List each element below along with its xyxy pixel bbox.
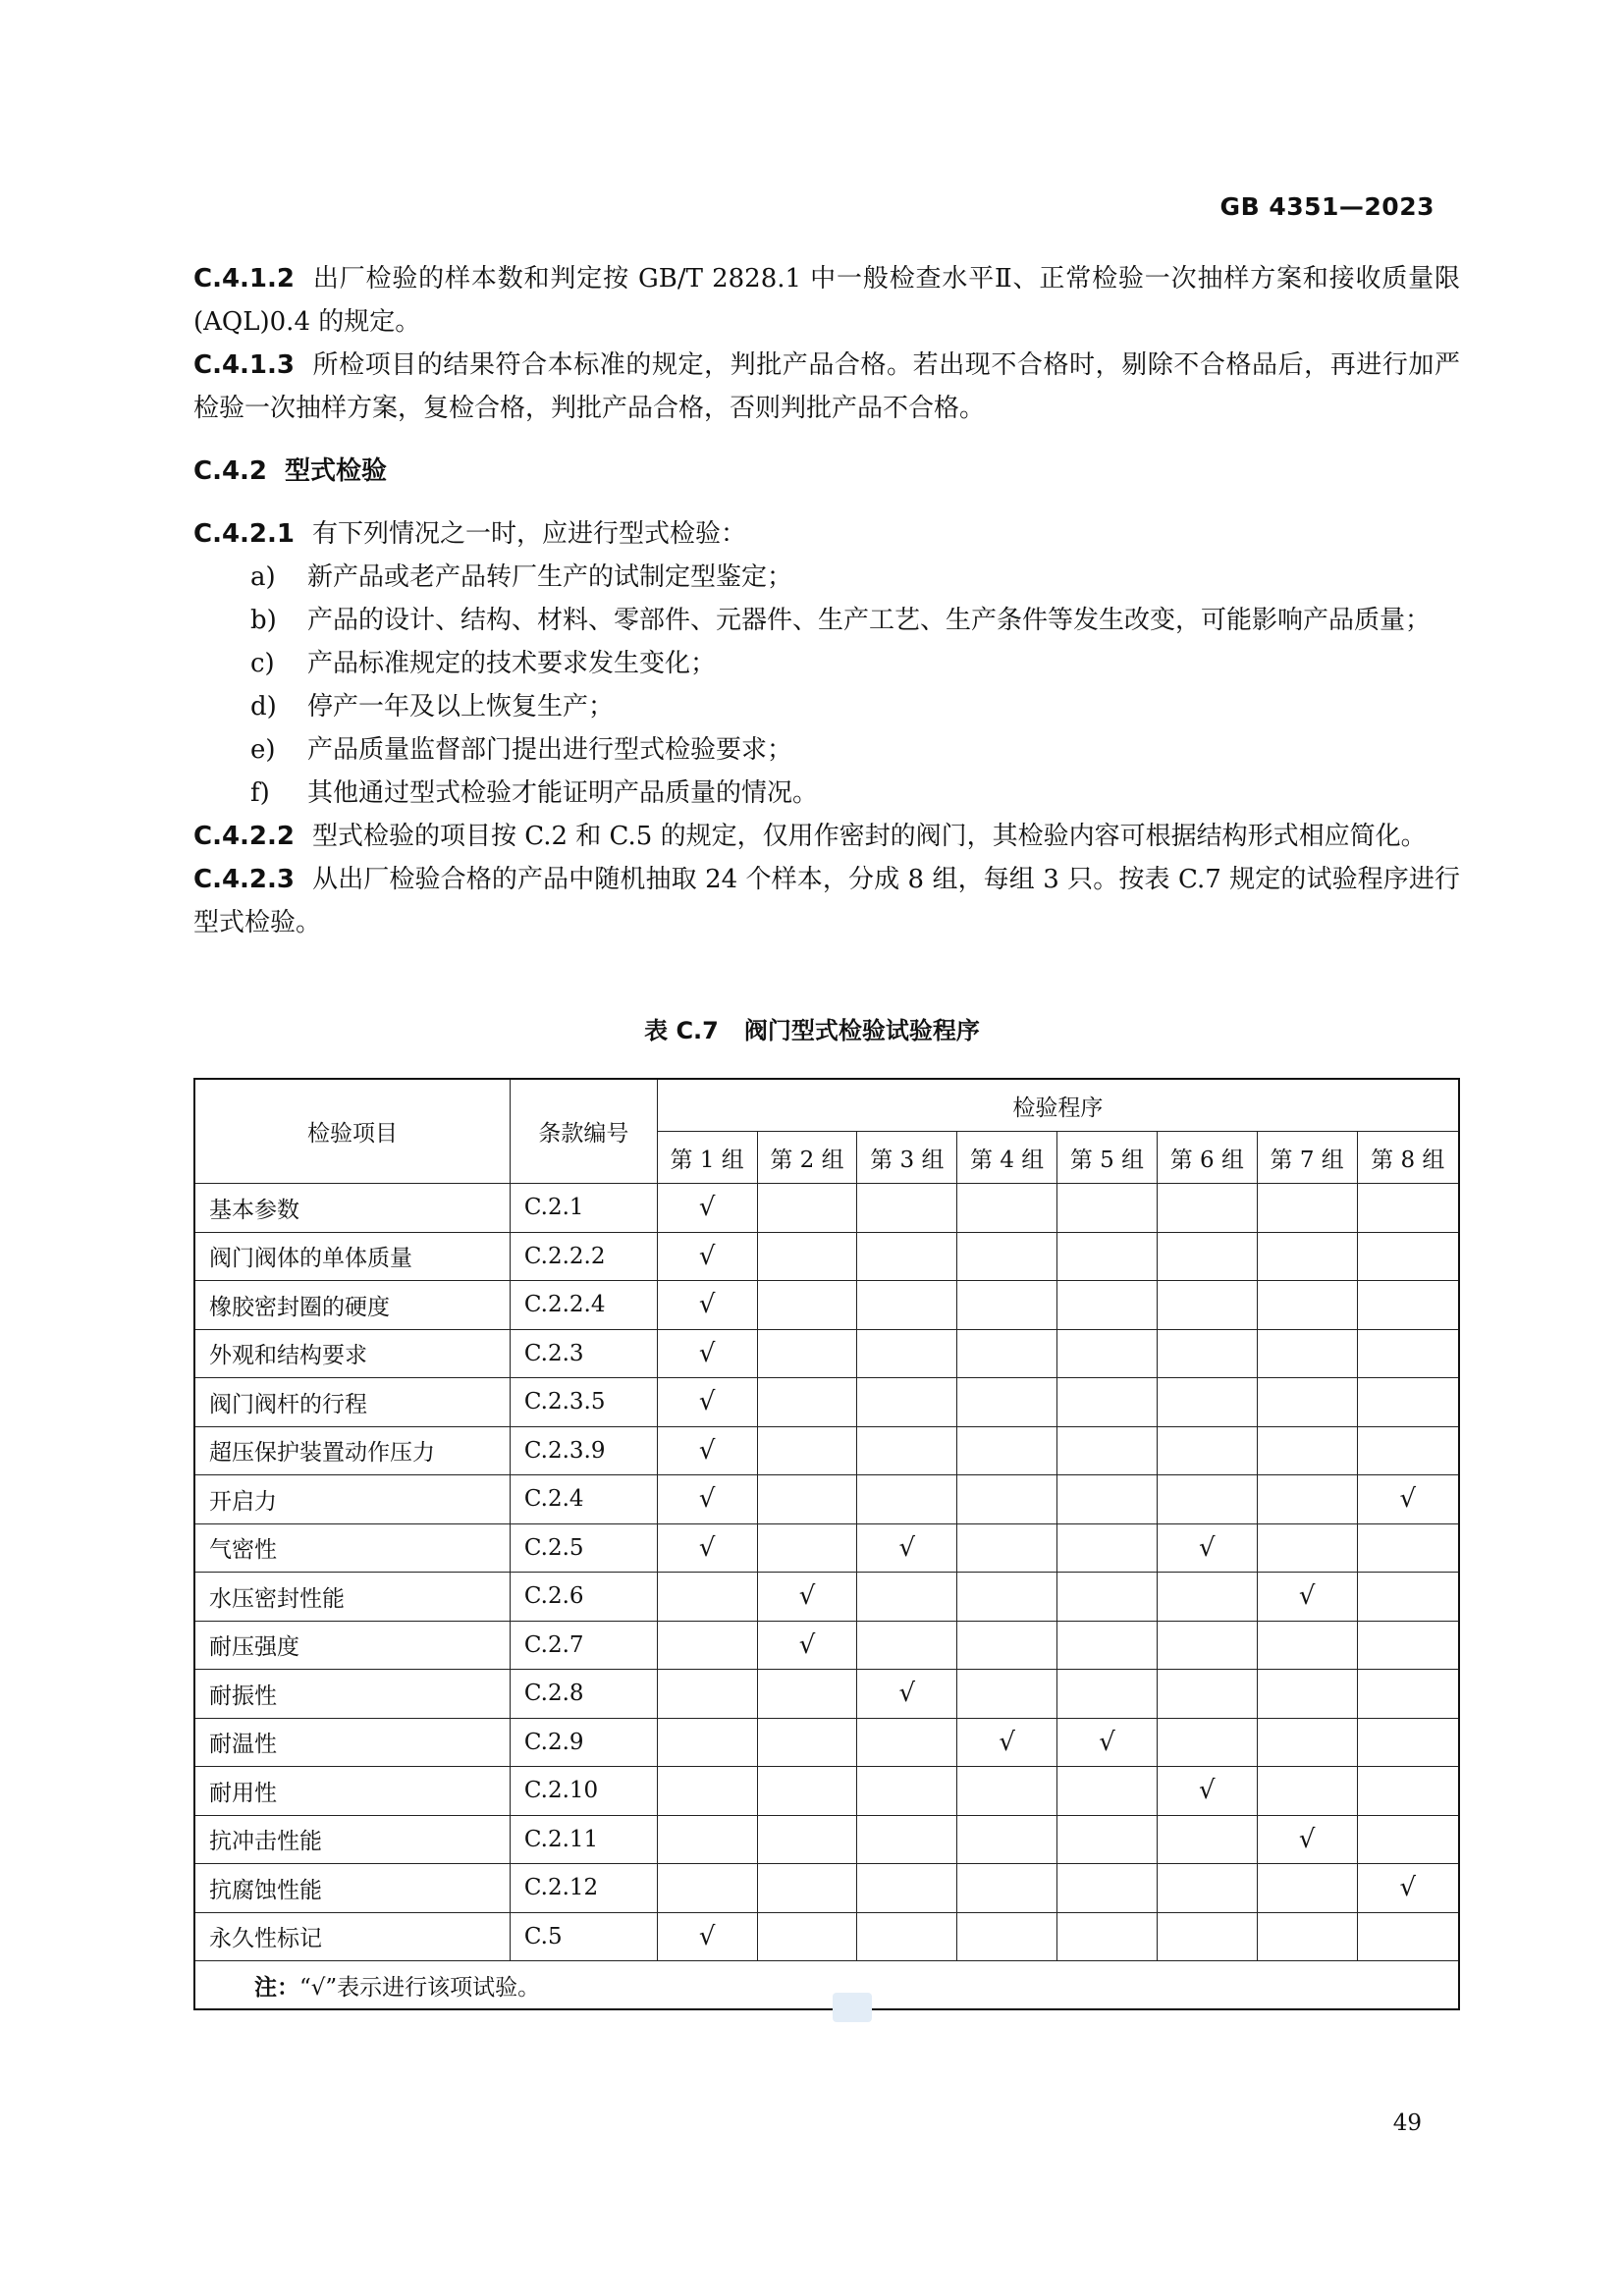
list-item: [193, 685, 1460, 728]
cell-clause: C.2.7: [510, 1621, 657, 1670]
cell-group-2: [757, 1573, 857, 1622]
cell-item: 永久性标记: [194, 1912, 510, 1961]
cell-group-1: [657, 1232, 757, 1281]
cell-clause: C.2.1: [510, 1184, 657, 1233]
cell-item: 阀门阀杆的行程: [194, 1378, 510, 1427]
cell-group-3: [857, 1426, 957, 1475]
header-group-6: 第 6 组: [1157, 1132, 1257, 1184]
table-row: [194, 1767, 1459, 1816]
cell-group-3: [857, 1281, 957, 1330]
clause-number: C.4.2.2: [193, 822, 295, 851]
cell-group-3: [857, 1621, 957, 1670]
cell-group-1: [657, 1378, 757, 1427]
cell-group-6: [1157, 1232, 1257, 1281]
list-item-text: 新产品或老产品转厂生产的试制定型鉴定；: [307, 562, 793, 592]
cell-group-5: [1057, 1523, 1158, 1573]
cell-group-7: [1257, 1912, 1357, 1961]
check-mark: √: [698, 1290, 716, 1320]
cell-group-3: [857, 1864, 957, 1913]
header-item: 检验项目: [194, 1079, 510, 1184]
cell-group-7: [1257, 1184, 1357, 1233]
cell-item: 气密性: [194, 1523, 510, 1573]
inspection-procedure-table: [193, 1078, 1460, 2010]
table-row: [194, 1232, 1459, 1281]
cell-group-2: [757, 1864, 857, 1913]
cell-group-1: [657, 1621, 757, 1670]
cell-group-6: [1157, 1573, 1257, 1622]
cell-group-3: [857, 1815, 957, 1864]
table-body: [194, 1184, 1459, 1961]
cell-group-7: [1257, 1864, 1357, 1913]
cell-group-7: [1257, 1573, 1357, 1622]
cell-group-5: [1057, 1912, 1158, 1961]
cell-group-5: [1057, 1378, 1158, 1427]
check-mark: √: [698, 1193, 716, 1223]
clause-text: 所检项目的结果符合本标准的规定，判批产品合格。若出现不合格时，剔除不合格品后，再进行加严检验一次抽样方案，复检合格，判批产品合格，否则判批产品不合格。: [193, 350, 1460, 423]
cell-group-8: [1357, 1815, 1459, 1864]
header-group-4: 第 4 组: [957, 1132, 1057, 1184]
note-label: 注：: [254, 1974, 299, 2001]
cell-group-4: [957, 1184, 1057, 1233]
clause-text: 型式检验的项目按 C.2 和 C.5 的规定，仅用作密封的阀门，其检验内容可根据结构形式相应简化。: [311, 822, 1427, 851]
cell-clause: C.2.4: [510, 1475, 657, 1524]
list-item-label: d): [250, 692, 277, 721]
list-item-label: a): [250, 562, 276, 592]
cell-group-5: [1057, 1767, 1158, 1816]
cell-group-4: [957, 1329, 1057, 1378]
cell-group-8: [1357, 1184, 1459, 1233]
cell-group-7: [1257, 1378, 1357, 1427]
table-caption-number: 表 C.7: [644, 1017, 719, 1044]
check-mark: √: [999, 1727, 1015, 1757]
cell-group-3: [857, 1767, 957, 1816]
list-item-text: 停产一年及以上恢复生产；: [307, 692, 615, 721]
table-row: [194, 1475, 1459, 1524]
table-caption: [0, 1011, 1624, 1045]
cell-group-3: [857, 1573, 957, 1622]
list-item-text: 其他通过型式检验才能证明产品质量的情况。: [307, 778, 819, 808]
cell-group-1: [657, 1426, 757, 1475]
cell-group-2: [757, 1426, 857, 1475]
header-group-2: 第 2 组: [757, 1132, 857, 1184]
cell-item: 耐用性: [194, 1767, 510, 1816]
cell-group-6: [1157, 1475, 1257, 1524]
cell-group-5: [1057, 1184, 1158, 1233]
cell-item: 耐压强度: [194, 1621, 510, 1670]
cell-group-5: [1057, 1281, 1158, 1330]
table-row: [194, 1184, 1459, 1233]
cell-group-8: [1357, 1767, 1459, 1816]
cell-clause: C.2.2.2: [510, 1232, 657, 1281]
cell-clause: C.2.8: [510, 1670, 657, 1719]
cell-group-1: [657, 1718, 757, 1767]
list-item-label: b): [250, 606, 277, 635]
cell-group-5: [1057, 1718, 1158, 1767]
check-mark: √: [698, 1435, 716, 1466]
cell-group-1: [657, 1815, 757, 1864]
cell-group-8: [1357, 1475, 1459, 1524]
check-mark: √: [898, 1532, 916, 1563]
cell-group-3: [857, 1475, 957, 1524]
check-mark: √: [698, 1338, 716, 1368]
note-text: “√”表示进行该项试验。: [299, 1974, 541, 2001]
cell-group-8: [1357, 1718, 1459, 1767]
cell-group-4: [957, 1864, 1057, 1913]
header-procedure: 检验程序: [657, 1079, 1459, 1132]
cell-clause: C.2.11: [510, 1815, 657, 1864]
cell-clause: C.2.5: [510, 1523, 657, 1573]
cell-group-8: [1357, 1912, 1459, 1961]
clause-text: 有下列情况之一时，应进行型式检验：: [311, 519, 746, 549]
cell-group-4: [957, 1815, 1057, 1864]
cell-item: 外观和结构要求: [194, 1329, 510, 1378]
cell-group-2: [757, 1670, 857, 1719]
table-row: [194, 1815, 1459, 1864]
section-number: C.4.2: [193, 456, 268, 486]
cell-group-5: [1057, 1329, 1158, 1378]
cell-group-2: [757, 1475, 857, 1524]
check-mark: √: [1298, 1581, 1316, 1612]
cell-group-4: [957, 1621, 1057, 1670]
cell-group-4: [957, 1573, 1057, 1622]
cell-group-4: [957, 1523, 1057, 1573]
clause-text: 出厂检验的样本数和判定按 GB/T 2828.1 中一般检查水平Ⅱ、正常检验一次抽样方案和接收质量限(AQL)0.4 的规定。: [193, 264, 1460, 337]
clause-c413: [193, 344, 1460, 430]
table-row: [194, 1912, 1459, 1961]
table-row: [194, 1426, 1459, 1475]
cell-group-1: [657, 1329, 757, 1378]
cell-group-1: [657, 1573, 757, 1622]
section-heading: [193, 450, 1460, 493]
cell-group-4: [957, 1718, 1057, 1767]
cell-clause: C.2.6: [510, 1573, 657, 1622]
cell-group-7: [1257, 1426, 1357, 1475]
cell-group-4: [957, 1232, 1057, 1281]
cell-group-2: [757, 1621, 857, 1670]
cell-item: 耐振性: [194, 1670, 510, 1719]
cell-group-2: [757, 1281, 857, 1330]
cell-group-5: [1057, 1670, 1158, 1719]
cell-item: 抗腐蚀性能: [194, 1864, 510, 1913]
cell-item: 开启力: [194, 1475, 510, 1524]
cell-group-6: [1157, 1378, 1257, 1427]
cell-group-3: [857, 1523, 957, 1573]
cell-group-2: [757, 1232, 857, 1281]
cell-group-1: [657, 1670, 757, 1719]
table-caption-title: 阀门型式检验试验程序: [743, 1017, 980, 1044]
check-mark: √: [698, 1387, 716, 1417]
cell-group-1: [657, 1767, 757, 1816]
table-note: [194, 1961, 1459, 2010]
clause-number: C.4.1.2: [193, 264, 295, 294]
header-clause: 条款编号: [510, 1079, 657, 1184]
check-mark: √: [1199, 1776, 1216, 1806]
header-group-5: 第 5 组: [1057, 1132, 1158, 1184]
list-item-label: c): [250, 649, 275, 678]
header-group-3: 第 3 组: [857, 1132, 957, 1184]
table-row: [194, 1670, 1459, 1719]
table-row: [194, 1864, 1459, 1913]
cell-group-1: [657, 1281, 757, 1330]
cell-group-8: [1357, 1670, 1459, 1719]
list-item-label: e): [250, 735, 276, 765]
clause-text: 从出厂检验合格的产品中随机抽取 24 个样本，分成 8 组，每组 3 只。按表 C.7 规定的试验程序进行型式检验。: [193, 865, 1460, 937]
cell-clause: C.2.3: [510, 1329, 657, 1378]
cell-group-7: [1257, 1523, 1357, 1573]
list-item-text: 产品质量监督部门提出进行型式检验要求；: [307, 735, 793, 765]
cell-clause: C.2.9: [510, 1718, 657, 1767]
list-item-label: f): [250, 778, 270, 808]
cell-group-1: [657, 1184, 757, 1233]
check-mark: √: [798, 1581, 816, 1612]
cell-group-6: [1157, 1281, 1257, 1330]
cell-group-5: [1057, 1232, 1158, 1281]
cell-group-3: [857, 1184, 957, 1233]
check-mark: √: [798, 1629, 816, 1660]
cell-group-1: [657, 1864, 757, 1913]
cell-item: 超压保护装置动作压力: [194, 1426, 510, 1475]
cell-group-2: [757, 1184, 857, 1233]
cell-group-2: [757, 1912, 857, 1961]
cell-group-4: [957, 1912, 1057, 1961]
clause-number: C.4.2.1: [193, 519, 295, 549]
cell-group-6: [1157, 1767, 1257, 1816]
cell-group-3: [857, 1232, 957, 1281]
cell-group-3: [857, 1378, 957, 1427]
clause-number: C.4.2.3: [193, 865, 295, 894]
cell-group-5: [1057, 1621, 1158, 1670]
cell-group-4: [957, 1426, 1057, 1475]
cell-group-7: [1257, 1767, 1357, 1816]
cell-group-8: [1357, 1329, 1459, 1378]
cell-group-6: [1157, 1718, 1257, 1767]
cell-group-7: [1257, 1281, 1357, 1330]
cell-group-6: [1157, 1621, 1257, 1670]
cell-group-3: [857, 1912, 957, 1961]
clause-number: C.4.1.3: [193, 350, 295, 380]
cell-group-5: [1057, 1426, 1158, 1475]
cell-clause: C.2.2.4: [510, 1281, 657, 1330]
cell-group-2: [757, 1329, 857, 1378]
cell-group-3: [857, 1718, 957, 1767]
cell-group-4: [957, 1281, 1057, 1330]
cell-group-7: [1257, 1670, 1357, 1719]
cell-group-7: [1257, 1329, 1357, 1378]
cell-item: 阀门阀体的单体质量: [194, 1232, 510, 1281]
body-text: [193, 257, 1460, 944]
header-group-7: 第 7 组: [1257, 1132, 1357, 1184]
clause-c422: [193, 815, 1460, 858]
check-mark: √: [698, 1241, 716, 1271]
check-mark: √: [698, 1921, 716, 1951]
cell-group-5: [1057, 1573, 1158, 1622]
header-group-1: 第 1 组: [657, 1132, 757, 1184]
page-number: 49: [1392, 2110, 1422, 2136]
cell-group-1: [657, 1912, 757, 1961]
cell-group-8: [1357, 1864, 1459, 1913]
check-mark: √: [1399, 1873, 1417, 1903]
cell-group-1: [657, 1475, 757, 1524]
cell-group-6: [1157, 1670, 1257, 1719]
table-note-row: [194, 1961, 1459, 2010]
cell-item: 橡胶密封圈的硬度: [194, 1281, 510, 1330]
check-mark: √: [1298, 1824, 1316, 1854]
check-mark: √: [698, 1532, 716, 1563]
cell-group-8: [1357, 1621, 1459, 1670]
cell-group-8: [1357, 1378, 1459, 1427]
cell-group-6: [1157, 1523, 1257, 1573]
cell-group-2: [757, 1815, 857, 1864]
clause-c421: [193, 512, 1460, 556]
cell-clause: C.2.12: [510, 1864, 657, 1913]
cell-group-8: [1357, 1232, 1459, 1281]
table-row: [194, 1281, 1459, 1330]
cell-group-7: [1257, 1232, 1357, 1281]
clause-c423: [193, 858, 1460, 944]
section-title: 型式检验: [285, 456, 388, 486]
cell-group-8: [1357, 1523, 1459, 1573]
standard-number: GB 4351—2023: [1219, 192, 1435, 221]
table-row: [194, 1378, 1459, 1427]
cell-group-6: [1157, 1864, 1257, 1913]
check-mark: √: [1099, 1727, 1115, 1757]
cell-group-8: [1357, 1573, 1459, 1622]
cell-item: 基本参数: [194, 1184, 510, 1233]
cell-group-5: [1057, 1864, 1158, 1913]
watermark-logo: [833, 1993, 872, 2022]
cell-group-2: [757, 1378, 857, 1427]
cell-group-4: [957, 1767, 1057, 1816]
cell-group-2: [757, 1767, 857, 1816]
table-row: [194, 1523, 1459, 1573]
list-item-text: 产品标准规定的技术要求发生变化；: [307, 649, 717, 678]
cell-item: 耐温性: [194, 1718, 510, 1767]
cell-group-7: [1257, 1621, 1357, 1670]
cell-group-7: [1257, 1718, 1357, 1767]
table-row: [194, 1718, 1459, 1767]
cell-group-7: [1257, 1475, 1357, 1524]
cell-group-6: [1157, 1426, 1257, 1475]
table-row: [194, 1329, 1459, 1378]
cell-group-4: [957, 1475, 1057, 1524]
cell-clause: C.2.3.5: [510, 1378, 657, 1427]
cell-group-3: [857, 1329, 957, 1378]
check-mark: √: [698, 1484, 716, 1515]
cell-group-4: [957, 1670, 1057, 1719]
cell-item: 抗冲击性能: [194, 1815, 510, 1864]
check-mark: √: [898, 1679, 916, 1709]
cell-group-8: [1357, 1426, 1459, 1475]
cell-group-4: [957, 1378, 1057, 1427]
cell-group-5: [1057, 1475, 1158, 1524]
cell-group-6: [1157, 1815, 1257, 1864]
cell-group-6: [1157, 1329, 1257, 1378]
cell-group-3: [857, 1670, 957, 1719]
table-row: [194, 1573, 1459, 1622]
table-row: [194, 1621, 1459, 1670]
header-group-8: 第 8 组: [1357, 1132, 1459, 1184]
cell-item: 水压密封性能: [194, 1573, 510, 1622]
condition-list: [193, 556, 1460, 815]
list-item: [193, 556, 1460, 599]
cell-group-5: [1057, 1815, 1158, 1864]
cell-group-8: [1357, 1281, 1459, 1330]
list-item-text: 产品的设计、结构、材料、零部件、元器件、生产工艺、生产条件等发生改变，可能影响产品质量；: [307, 606, 1432, 635]
list-item: [193, 599, 1460, 642]
list-item: [193, 772, 1460, 815]
cell-clause: C.5: [510, 1912, 657, 1961]
list-item: [193, 642, 1460, 685]
cell-clause: C.2.3.9: [510, 1426, 657, 1475]
cell-group-6: [1157, 1184, 1257, 1233]
check-mark: √: [1399, 1484, 1417, 1515]
cell-group-2: [757, 1718, 857, 1767]
cell-group-6: [1157, 1912, 1257, 1961]
clause-c412: [193, 257, 1460, 344]
list-item: [193, 728, 1460, 772]
cell-group-1: [657, 1523, 757, 1573]
cell-group-2: [757, 1523, 857, 1573]
cell-group-7: [1257, 1815, 1357, 1864]
cell-clause: C.2.10: [510, 1767, 657, 1816]
check-mark: √: [1199, 1532, 1216, 1563]
table-header-row: [194, 1079, 1459, 1132]
